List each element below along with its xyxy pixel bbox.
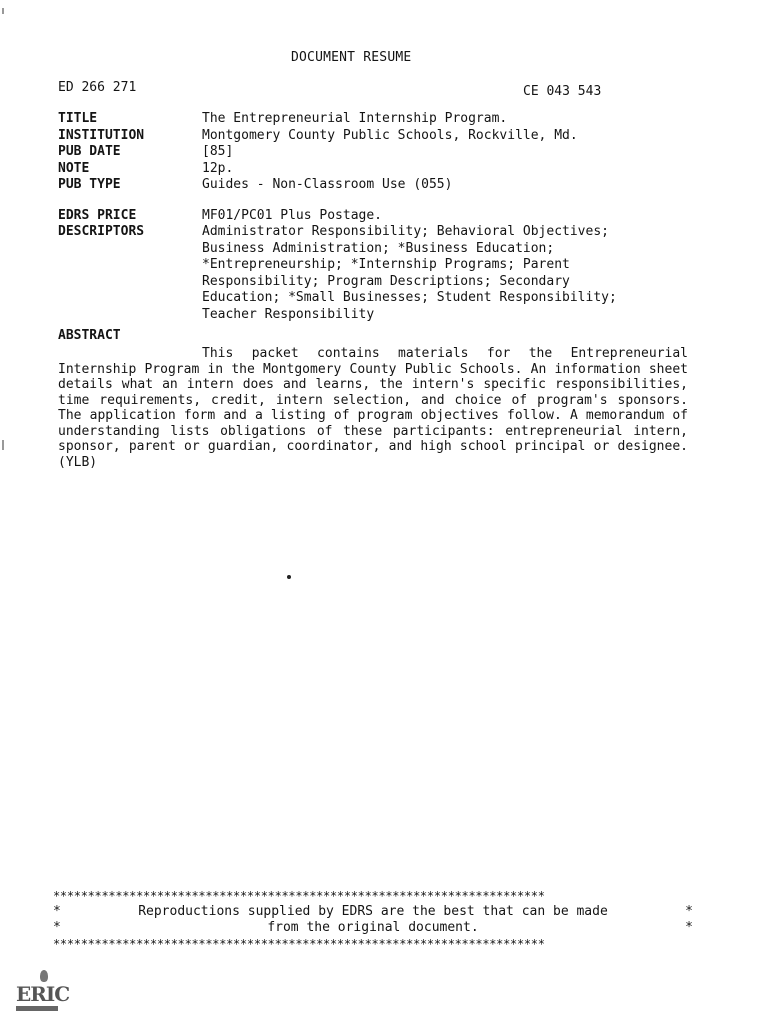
field-row: [58, 208, 718, 225]
field-label: PUB TYPE: [58, 177, 121, 192]
field-value: Montgomery County Public Schools, Rockville, Md.: [202, 127, 578, 143]
eric-logo-bar: [16, 1006, 58, 1011]
ce-number: CE 043 543: [523, 84, 602, 99]
field-row: [58, 128, 718, 145]
field-label: [58, 307, 202, 324]
field-row: [58, 144, 718, 161]
edge-star: *: [53, 920, 61, 935]
field-row: [58, 290, 718, 307]
notice-line-1: Reproductions supplied by EDRS are the best that can be made: [138, 904, 608, 919]
scan-edge-mark: [2, 8, 4, 14]
star-border-top: ***********************************************************************: [53, 889, 545, 903]
field-value: Guides - Non-Classroom Use (055): [202, 177, 453, 192]
field-row: [58, 177, 718, 194]
field-value: The Entrepreneurial Internship Program.: [202, 111, 508, 126]
field-row: [58, 111, 718, 128]
field-value: Education; *Small Businesses; Student Responsibility;: [202, 290, 617, 305]
field-row: [58, 224, 718, 241]
field-label: EDRS PRICE: [58, 207, 137, 223]
scan-edge-mark: [2, 440, 4, 450]
field-label: INSTITUTION: [58, 127, 145, 143]
abstract-text: This packet contains materials for the Entrepreneurial Internship Program in the Montgomery County Public Schools. An information sheet details what an intern does and learns, the intern's specific responsibilities, time requirements, credit, intern selection, and choice of program's sponsors. The application form and a listing of program objectives follow. A memorandum of understanding lists obligations of these participants: entrepreneurial intern, sponsor, parent or guardian, coordinator, and high school principal or designee. (YLB): [58, 346, 688, 470]
stray-dot: [287, 575, 291, 579]
metadata-fields: [58, 111, 718, 323]
field-value: *Entrepreneurship; *Internship Programs; Parent: [202, 257, 570, 272]
field-value: Administrator Responsibility; Behavioral Objectives;: [202, 224, 609, 239]
field-value: MF01/PC01 Plus Postage.: [202, 207, 383, 223]
field-value: [85]: [202, 144, 234, 159]
field-value: Business Administration; *Business Education;: [202, 240, 555, 256]
document-title: DOCUMENT RESUME: [291, 50, 412, 65]
field-label: PUB DATE: [58, 144, 121, 159]
field-label: [58, 241, 202, 258]
reproduction-notice: [53, 904, 693, 936]
edge-star: *: [685, 904, 693, 919]
field-label: [58, 274, 202, 291]
field-row: [58, 241, 718, 258]
eric-flame-icon: [40, 970, 48, 982]
field-row: [58, 307, 718, 324]
field-value: Responsibility; Program Descriptions; Secondary: [202, 273, 570, 289]
star-border-bottom: ***********************************************************************: [53, 937, 545, 951]
field-row: [58, 161, 718, 178]
field-label: [58, 257, 202, 274]
eric-logo: [14, 970, 70, 1012]
notice-line-2: from the original document.: [267, 920, 479, 935]
field-row: [58, 274, 718, 291]
field-value: Teacher Responsibility: [202, 306, 375, 322]
edge-star: *: [53, 904, 61, 919]
field-value: 12p.: [202, 160, 234, 176]
field-label: [58, 290, 202, 307]
field-label: DESCRIPTORS: [58, 224, 145, 239]
eric-logo-text: ERIC: [16, 982, 70, 1006]
field-label: NOTE: [58, 160, 90, 176]
ed-number: ED 266 271: [58, 80, 137, 95]
field-row: [58, 257, 718, 274]
edge-star: *: [685, 920, 693, 935]
field-label: TITLE: [58, 111, 98, 126]
abstract-label: ABSTRACT: [58, 328, 121, 343]
